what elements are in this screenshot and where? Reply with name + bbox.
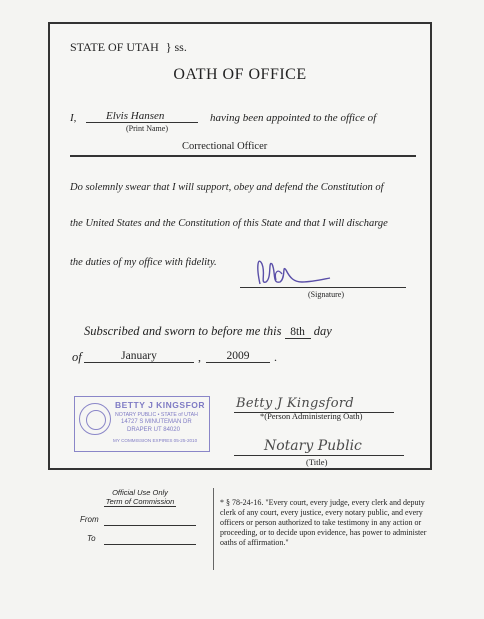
i-label: I, xyxy=(70,112,77,124)
notary-stamp xyxy=(74,396,210,452)
title-label: (Title) xyxy=(306,457,328,467)
of-label: of xyxy=(72,350,82,364)
state-name: STATE OF UTAH xyxy=(70,40,159,54)
from-label: From xyxy=(80,515,99,524)
document-title: OATH OF OFFICE xyxy=(173,66,307,83)
name-underline xyxy=(86,122,198,123)
office-title: Correctional Officer xyxy=(182,141,268,152)
title-underline xyxy=(234,455,404,456)
subscribed-statement: Subscribed and sworn to before me this xyxy=(84,324,282,338)
officer-signature xyxy=(246,244,336,292)
day-label: day xyxy=(313,324,332,338)
title-signature: Notary Public xyxy=(264,438,362,454)
stamp-line-2: 14727 S MINUTEMAN DR xyxy=(121,419,192,425)
year-period: . xyxy=(274,350,277,364)
signature-underline xyxy=(240,287,406,288)
month-comma: , xyxy=(198,350,201,364)
from-field[interactable] xyxy=(104,525,196,526)
state-header xyxy=(70,40,187,55)
signature-label: (Signature) xyxy=(308,290,344,299)
print-name-label: (Print Name) xyxy=(126,124,168,133)
administering-label: *(Person Administering Oath) xyxy=(260,411,363,421)
oath-body-line-1: Do solemnly swear that I will support, obey and defend the Constitution of xyxy=(70,182,384,193)
stamp-name: BETTY J KINGSFOR xyxy=(115,400,206,410)
appointed-text: having been appointed to the office of xyxy=(210,112,377,124)
official-use-heading: Official Use Only xyxy=(112,488,168,497)
office-underline xyxy=(70,155,416,157)
official-use-block xyxy=(70,488,210,506)
officer-name: Elvis Hansen xyxy=(106,110,165,122)
to-label: To xyxy=(87,534,96,543)
official-heading-underline xyxy=(104,506,176,507)
oath-body-line-3: the duties of my office with fidelity. xyxy=(70,257,217,268)
oath-body-line-2: the United States and the Constitution of this State and that I will discharge xyxy=(70,218,388,229)
section-divider xyxy=(213,488,214,570)
to-field[interactable] xyxy=(104,544,196,545)
subscribed-text xyxy=(84,324,332,339)
statute-text: * § 78-24-16. "Every court, every judge, every clerk and deputy clerk of any court, every justice, every notary public, and every officers or person authorized to take testimony in any action or proceeding, or to decide upon evidence, has power to administer oaths of affirmation." xyxy=(220,498,427,547)
month-value: January xyxy=(84,350,194,363)
stamp-line-3: DRAPER UT 84020 xyxy=(127,427,180,433)
stamp-line-4: MY COMMISSION EXPIRES 05-25-2010 xyxy=(113,438,198,443)
oath-form-frame xyxy=(48,22,432,470)
stamp-line-1: NOTARY PUBLIC • STATE of UTAH xyxy=(115,412,198,418)
ss-marker: } ss. xyxy=(165,40,187,54)
notary-signature: Betty J Kingsford xyxy=(236,396,355,411)
term-of-commission-heading: Term of Commission xyxy=(105,497,175,506)
notary-seal-icon xyxy=(79,403,111,435)
year-value: 2009 xyxy=(206,350,270,363)
day-value: 8th xyxy=(285,326,311,339)
